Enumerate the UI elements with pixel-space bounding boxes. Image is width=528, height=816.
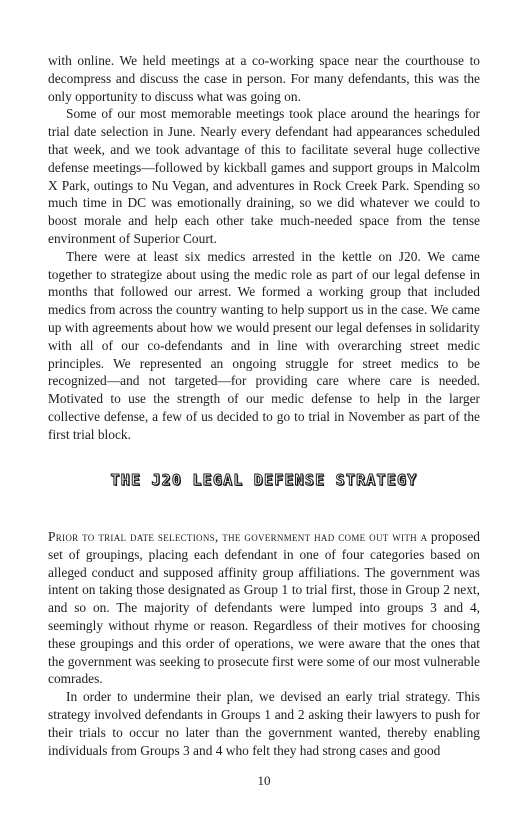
body-text-top <box>48 52 480 444</box>
small-caps-lead-in: Prior to trial date selections, the government had come out with a <box>48 529 428 544</box>
paragraph-medics: There were at least six medics arrested in the kettle on J20. We came together to strategize about using the medic role as part of our legal defense in months that followed our arrest. We formed a working group that included medics from across the country wanting to help support us in the case. We came up with agreements about how we would present our legal defenses in solidarity with all of our co-defendants and in line with overarching street medic principles. We represented an ongoing struggle for street medics to be recognized—and not targeted—for providing care where care is needed. Motivated to use the strength of our medic defense to help in the larger collective defense, a few of us decided to go to trial in November as part of the first trial block. <box>48 248 480 442</box>
paragraph-meetings: Some of our most memorable meetings took place around the hearings for trial date selection in June. Nearly every defendant had appearances scheduled that week, and we took advantage of this to facilitate several huge collective defense meetings—followed by kickball games and support groups in Malcolm X Park, outings to Nu Vegan, and adventures in Rock Creek Park. Spending so much time in DC was emotionally draining, so we did whatever we could to boost morale and help each other take much-needed space from the tense environment of Superior Court. <box>48 106 480 246</box>
page-number: 10 <box>257 773 271 788</box>
paragraph-early-trial: In order to undermine their plan, we devised an early trial strategy. This strategy involved defendants in Groups 1 and 2 asking their lawyers to push for their trials to occur no later than the government wanted, thereby enabling individuals from Groups 3 and 4 who felt they had strong cases and good <box>48 689 480 758</box>
body-text-section <box>48 528 480 759</box>
paragraph-groupings-body: proposed set of groupings, placing each defendant in one of four categories based on alleged conduct and supposed affinity group affiliations. The government was intent on taking those designated as Group 1 to trial first, those in Group 2 next, and so on. The majority of defendants were lumped into groups 3 and 4, seemingly without rhyme or reason. Regardless of their motives for choosing these groupings and this order of operations, we were aware that the ones that the government was seeking to prosecute first were some of our most vulnerable comrades. <box>48 529 480 687</box>
section-heading: THE J20 LEGAL DEFENSE STRATEGY <box>110 471 418 489</box>
paragraph-continuation: with online. We held meetings at a co-working space near the courthouse to decompress and discuss the case in person. For many defendants, this was the only opportunity to discuss what was going on. <box>48 53 480 104</box>
paragraph-groupings <box>48 528 480 688</box>
